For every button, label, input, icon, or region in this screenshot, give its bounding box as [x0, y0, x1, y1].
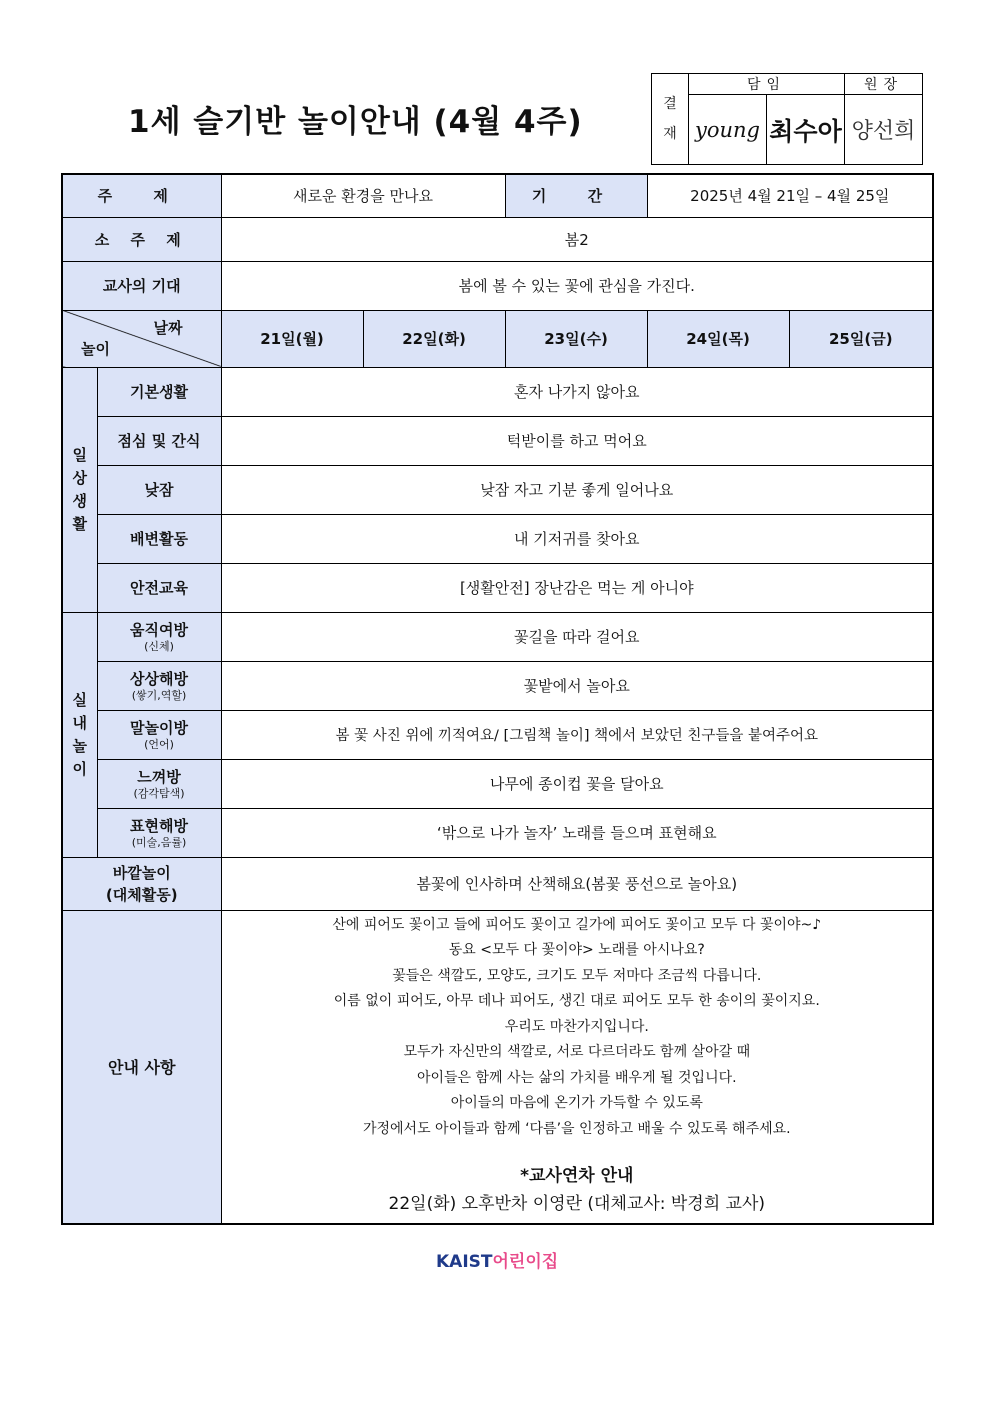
header-play-label: 놀이 — [81, 339, 110, 358]
signature-1 — [689, 95, 767, 165]
row-label — [97, 612, 221, 661]
theme-label-text: 주 제 — [97, 187, 186, 206]
day-header: 24일(목) — [647, 310, 789, 367]
approval-box — [651, 73, 923, 165]
indoor-play-group-label: 실 내 놀 이 — [62, 612, 97, 857]
notice-line: 꽃들은 색깔도, 모양도, 크기도 모두 저마다 조금씩 다릅니다. — [392, 967, 762, 984]
header-diagonal-cell — [62, 310, 221, 367]
approval-side-label-2: 재 — [663, 126, 677, 142]
signature-3 — [845, 95, 923, 165]
day-header: 23일(수) — [505, 310, 647, 367]
teacher-leave-detail: 22일(화) 오후반차 이영란 (대체교사: 박경희 교사) — [388, 1194, 766, 1214]
row-label-text: 움직여방 — [130, 621, 188, 639]
row-content: 혼자 나가지 않아요 — [221, 367, 933, 416]
period-label — [505, 174, 647, 217]
row-content: 나무에 종이컵 꽃을 달아요 — [221, 759, 933, 808]
approval-side-label-1: 결 — [663, 96, 677, 112]
kaist-kindergarten-logo — [436, 1247, 558, 1272]
signature-2 — [767, 95, 845, 165]
row-label — [97, 661, 221, 710]
row-label: 낮잠 — [97, 465, 221, 514]
notice-content — [221, 910, 933, 1224]
row-content: 턱받이를 하고 먹어요 — [221, 416, 933, 465]
logo-kaist-text: KAIST — [436, 1252, 493, 1272]
notice-line: 모두가 자신만의 색깔로, 서로 다르더라도 함께 살아갈 때 — [403, 1044, 751, 1060]
row-label-text: 상상해방 — [130, 670, 188, 688]
day-header: 22일(화) — [363, 310, 505, 367]
row-label: 배변활동 — [97, 514, 221, 563]
row-label-sub: (쌓기,역할) — [131, 689, 187, 702]
daily-life-group-label: 일 상 생 활 — [62, 367, 97, 612]
signature-3-text: 양선희 — [851, 119, 916, 144]
teacher-leave-title: *교사연차 안내 — [520, 1166, 634, 1186]
period-label-text: 기 간 — [531, 187, 621, 206]
row-content: 낮잠 자고 기분 좋게 일어나요 — [221, 465, 933, 514]
row-label — [97, 759, 221, 808]
subtheme-label-text: 소 주 제 — [94, 230, 189, 249]
row-label-sub: (미술,음률) — [131, 836, 187, 849]
row-content: 내 기저귀를 찾아요 — [221, 514, 933, 563]
row-label-text: 느껴방 — [137, 768, 181, 786]
signature-2-text: 최수아 — [769, 116, 842, 146]
homeroom-label: 담임 — [689, 74, 845, 95]
signature-1-text: young — [695, 117, 760, 142]
row-label: 안전교육 — [97, 563, 221, 612]
notice-line: 산에 피어도 꽃이고 들에 피어도 꽃이고 길가에 피어도 꽃이고 모두 다 꽃이야~♪ — [332, 916, 822, 933]
row-label: 기본생활 — [97, 367, 221, 416]
row-content: [생활안전] 장난감은 먹는 게 아니야 — [221, 563, 933, 612]
notice-line: 가정에서도 아이들과 함께 ‘다름’을 인정하고 배울 수 있도록 해주세요. — [362, 1120, 791, 1137]
outdoor-content: 봄꽃에 인사하며 산책해요(봄꽃 풍선으로 놀아요) — [221, 857, 933, 910]
row-content: 꽃밭에서 놀아요 — [221, 661, 933, 710]
day-header: 25일(금) — [789, 310, 933, 367]
row-label-text: 표현해방 — [130, 817, 188, 835]
outdoor-label — [62, 857, 221, 910]
row-content: ‘밖으로 나가 놀자’ 노래를 들으며 표현해요 — [221, 808, 933, 857]
theme-value: 새로운 환경을 만나요 — [221, 174, 505, 217]
notice-line: 이름 없이 피어도, 아무 데나 피어도, 생긴 대로 피어도 모두 한 송이의 꽃이지요. — [333, 993, 820, 1009]
subtheme-value: 봄2 — [221, 217, 933, 261]
approval-side-label — [652, 74, 689, 165]
row-label-text: 말놀이방 — [130, 719, 188, 737]
row-label: 점심 및 간식 — [97, 416, 221, 465]
notice-line: 동요 <모두 다 꽃이야> 노래를 아시나요? — [448, 942, 705, 958]
expectation-value: 봄에 볼 수 있는 꽃에 관심을 가진다. — [221, 261, 933, 310]
expectation-label: 교사의 기대 — [62, 261, 221, 310]
director-label: 원장 — [845, 74, 923, 95]
row-content: 꽃길을 따라 걸어요 — [221, 612, 933, 661]
header-date-label: 날짜 — [153, 318, 183, 337]
play-guide-table — [61, 173, 934, 1225]
page-title: 1세 슬기반 놀이안내 (4월 4주) — [128, 104, 583, 140]
row-content: 봄 꽃 사진 위에 끼적여요/ [그림책 놀이] 책에서 보았던 친구들을 붙여주어요 — [221, 710, 933, 759]
subtheme-label — [62, 217, 221, 261]
row-label-sub: (감각탐색) — [133, 787, 185, 800]
notice-line: 아이들의 마음에 온기가 가득할 수 있도록 — [450, 1095, 703, 1111]
row-label — [97, 710, 221, 759]
theme-label — [62, 174, 221, 217]
outdoor-label-1: 바깥놀이 — [112, 863, 171, 882]
notice-line: 아이들은 함께 사는 삶의 가치를 배우게 될 것입니다. — [416, 1069, 737, 1086]
row-label — [97, 808, 221, 857]
period-value: 2025년 4월 21일 – 4월 25일 — [647, 174, 933, 217]
notice-line: 우리도 마찬가지입니다. — [504, 1018, 649, 1035]
row-label-sub: (언어) — [144, 738, 174, 751]
notice-label: 안내 사항 — [62, 910, 221, 1224]
day-header: 21일(월) — [221, 310, 363, 367]
logo-kindergarten-text: 어린이집 — [492, 1252, 559, 1272]
outdoor-label-2: (대체활동) — [105, 885, 178, 904]
row-label-sub: (신체) — [144, 640, 174, 653]
